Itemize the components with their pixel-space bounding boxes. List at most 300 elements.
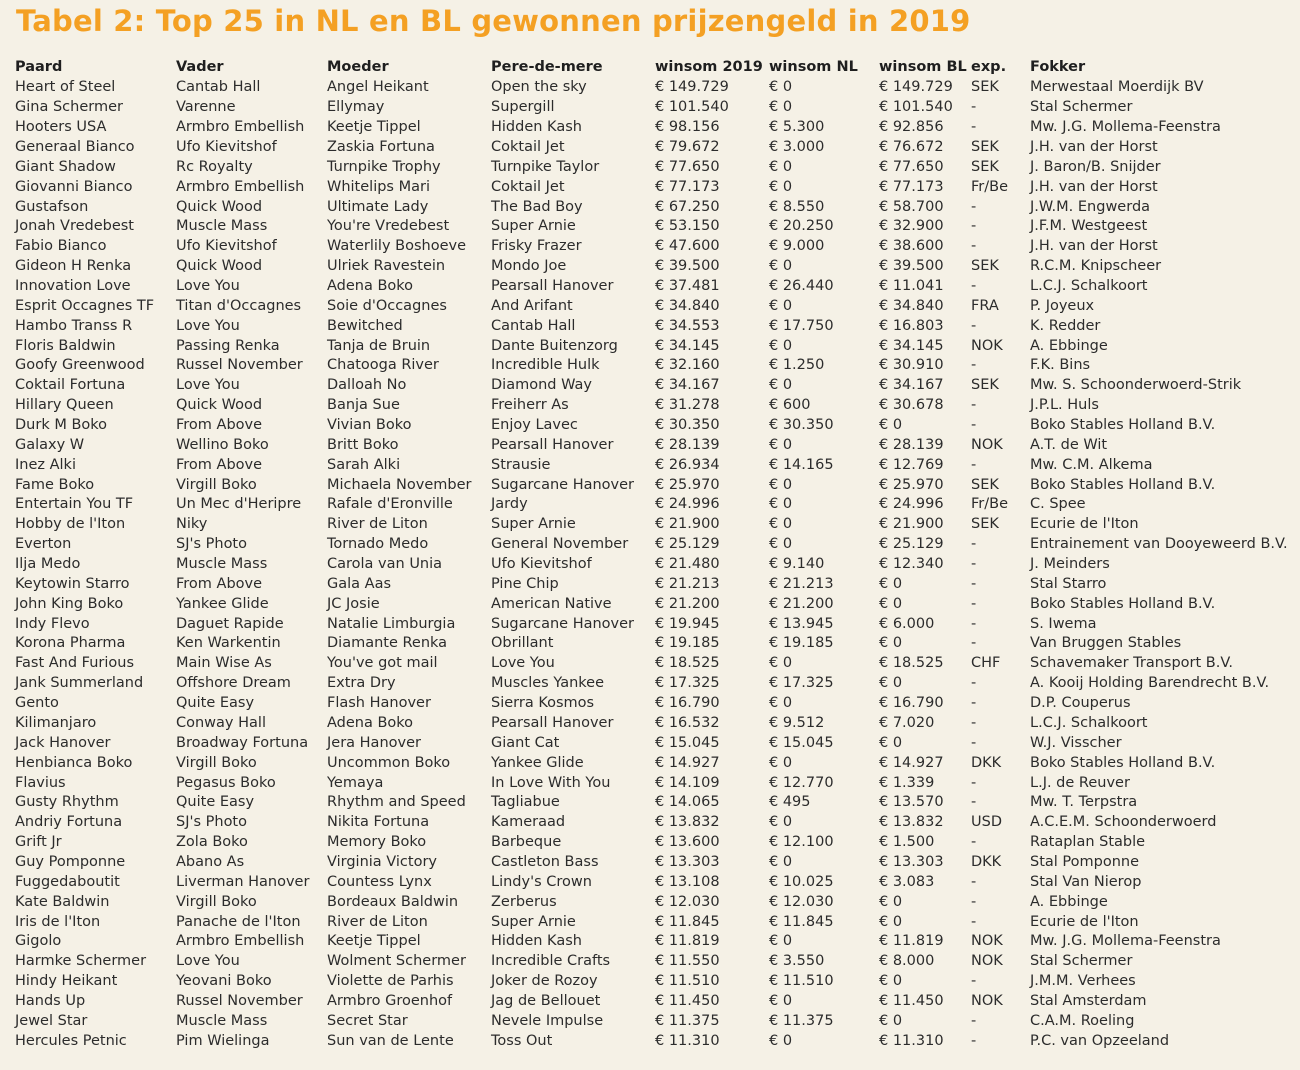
cell-winsom-nl: € 26.440 [769, 278, 834, 295]
table-row [12, 157, 1292, 177]
cell-vader: Panache de l'Iton [176, 913, 301, 930]
cell-pere-de-mere: Pearsall Hanover [491, 278, 614, 295]
cell-fokker: Boko Stables Holland B.V. [1030, 754, 1216, 771]
cell-paard: Generaal Bianco [15, 139, 135, 155]
cell-moeder: Angel Heikant [327, 79, 429, 96]
table-row [12, 435, 1292, 455]
cell-winsom-bl: € 0 [879, 635, 903, 652]
cell-exp: - [971, 774, 977, 791]
cell-fokker: Ecurie de l'Iton [1030, 913, 1139, 930]
cell-moeder: Secret Star [327, 1012, 408, 1029]
cell-winsom-2019: € 17.325 [655, 675, 720, 692]
cell-exp: - [971, 873, 977, 890]
cell-fokker: W.J. Visscher [1030, 734, 1122, 751]
cell-fokker: Rataplan Stable [1030, 834, 1146, 851]
cell-winsom-nl: € 9.000 [769, 238, 825, 255]
cell-fokker: A.C.E.M. Schoonderwoerd [1030, 814, 1217, 831]
table-row [12, 992, 1292, 1012]
cell-pere-de-mere: Jag de Bellouet [491, 992, 601, 1009]
cell-pere-de-mere: Super Arnie [491, 913, 576, 930]
cell-moeder: Virginia Victory [327, 853, 437, 870]
cell-paard: Heart of Steel [15, 79, 116, 96]
cell-exp: - [971, 635, 977, 652]
cell-paard: Gina Schermer [15, 99, 123, 116]
cell-pere-de-mere: Hidden Kash [491, 933, 582, 950]
cell-winsom-2019: € 149.729 [655, 79, 729, 96]
cell-winsom-bl: € 92.856 [879, 119, 944, 136]
cell-exp: Fr/Be [971, 178, 1009, 195]
cell-vader: Conway Hall [176, 714, 266, 731]
cell-moeder: Dalloah No [327, 377, 407, 394]
cell-exp: - [971, 913, 977, 930]
cell-winsom-nl: € 9.512 [769, 714, 825, 731]
cell-vader: Virgill Boko [176, 754, 257, 771]
cell-vader: Rc Royalty [176, 158, 253, 175]
cell-pere-de-mere: Obrillant [491, 635, 554, 652]
cell-paard: Hambo Transs R [15, 317, 133, 334]
cell-paard: Gento [15, 695, 59, 712]
cell-vader: Liverman Hanover [176, 873, 310, 890]
cell-pere-de-mere: Diamond Way [491, 377, 592, 394]
cell-paard: Entertain You TF [15, 496, 134, 513]
cell-paard: Guy Pomponne [15, 853, 126, 870]
cell-pere-de-mere: Nevele Impulse [491, 1012, 604, 1029]
cell-winsom-2019: € 34.840 [655, 297, 720, 314]
cell-winsom-nl: € 0 [769, 814, 793, 831]
cell-pere-de-mere: Freiherr As [491, 397, 569, 414]
cell-vader: Abano As [176, 853, 245, 870]
cell-fokker: Stal Starro [1030, 575, 1107, 592]
cell-winsom-bl: € 13.832 [879, 814, 944, 831]
cell-exp: SEK [971, 79, 999, 96]
cell-pere-de-mere: Muscles Yankee [491, 675, 604, 692]
cell-vader: Ken Warkentin [176, 635, 281, 652]
table-row [12, 793, 1292, 813]
cell-vader: Yankee Glide [176, 595, 269, 612]
cell-winsom-nl: € 8.550 [769, 198, 825, 215]
cell-winsom-bl: € 8.000 [879, 953, 935, 970]
cell-winsom-bl: € 38.600 [879, 238, 944, 255]
cell-winsom-bl: € 1.500 [879, 834, 935, 851]
cell-exp: SEK [971, 258, 999, 275]
table-row [12, 98, 1292, 118]
cell-vader: Armbro Embellish [176, 933, 305, 950]
cell-pere-de-mere: Yankee Glide [491, 754, 584, 771]
cell-winsom-bl: € 0 [879, 973, 903, 990]
cell-winsom-2019: € 16.532 [655, 714, 720, 731]
cell-pere-de-mere: Coktail Jet [491, 139, 565, 155]
cell-paard: Andriy Fortuna [15, 814, 123, 831]
cell-exp: - [971, 198, 977, 215]
cell-winsom-2019: € 47.600 [655, 238, 720, 255]
table-row [12, 336, 1292, 356]
cell-winsom-nl: € 0 [769, 695, 793, 712]
table-row [12, 1011, 1292, 1031]
table-header-row [12, 56, 1292, 78]
cell-exp: DKK [971, 853, 1002, 870]
table-row [12, 515, 1292, 535]
cell-paard: Kilimanjaro [15, 714, 97, 731]
cell-paard: Innovation Love [15, 278, 131, 295]
table-row [12, 316, 1292, 336]
cell-paard: Hooters USA [15, 119, 107, 136]
cell-winsom-bl: € 0 [879, 595, 903, 612]
table-row [12, 118, 1292, 138]
table-row [12, 654, 1292, 674]
cell-moeder: Soie d'Occagnes [327, 297, 447, 314]
cell-fokker: J. Meinders [1030, 556, 1110, 573]
table-row [12, 356, 1292, 376]
cell-winsom-2019: € 21.213 [655, 575, 720, 592]
cell-paard: Indy Flevo [15, 615, 90, 632]
cell-winsom-nl: € 0 [769, 655, 793, 672]
table-row [12, 694, 1292, 714]
cell-winsom-2019: € 19.185 [655, 635, 720, 652]
column-header-fokker: Fokker [1030, 59, 1086, 75]
cell-winsom-bl: € 0 [879, 1012, 903, 1029]
cell-winsom-2019: € 53.150 [655, 218, 720, 235]
cell-exp: - [971, 595, 977, 612]
cell-winsom-bl: € 34.840 [879, 297, 944, 314]
cell-vader: Pim Wielinga [176, 1032, 270, 1049]
column-header-exp: exp. [971, 59, 1007, 75]
cell-exp: - [971, 675, 977, 692]
cell-vader: Russel November [176, 357, 303, 374]
cell-vader: Virgill Boko [176, 893, 257, 910]
cell-paard: Jewel Star [15, 1012, 88, 1029]
cell-winsom-bl: € 58.700 [879, 198, 944, 215]
cell-winsom-2019: € 19.945 [655, 615, 720, 632]
cell-winsom-nl: € 0 [769, 178, 793, 195]
cell-vader: Yeovani Boko [176, 973, 272, 990]
cell-winsom-bl: € 12.769 [879, 456, 944, 473]
cell-winsom-bl: € 16.803 [879, 317, 944, 334]
cell-moeder: Natalie Limburgia [327, 615, 456, 632]
cell-fokker: Mw. C.M. Alkema [1030, 456, 1153, 473]
cell-moeder: Adena Boko [327, 278, 414, 295]
table-row [12, 495, 1292, 515]
cell-winsom-2019: € 101.540 [655, 99, 729, 116]
table-row [12, 296, 1292, 316]
cell-winsom-nl: € 0 [769, 516, 793, 533]
cell-winsom-bl: € 11.041 [879, 278, 944, 295]
cell-fokker: J.P.L. Huls [1030, 397, 1099, 414]
cell-exp: - [971, 536, 977, 553]
cell-paard: Fuggedaboutit [15, 873, 120, 890]
cell-moeder: Waterlily Boshoeve [327, 238, 466, 255]
cell-winsom-nl: € 21.213 [769, 575, 834, 592]
cell-paard: Hillary Queen [15, 397, 114, 414]
cell-exp: NOK [971, 337, 1003, 354]
cell-winsom-bl: € 77.650 [879, 158, 944, 175]
table-row [12, 892, 1292, 912]
cell-winsom-nl: € 13.945 [769, 615, 834, 632]
cell-winsom-2019: € 12.030 [655, 893, 720, 910]
table-row [12, 396, 1292, 416]
cell-winsom-bl: € 0 [879, 575, 903, 592]
cell-winsom-2019: € 32.160 [655, 357, 720, 374]
cell-pere-de-mere: Incredible Hulk [491, 357, 600, 374]
cell-winsom-nl: € 21.200 [769, 595, 834, 612]
cell-winsom-2019: € 21.200 [655, 595, 720, 612]
cell-winsom-nl: € 0 [769, 933, 793, 950]
table-row [12, 912, 1292, 932]
cell-fokker: D.P. Couperus [1030, 695, 1131, 712]
cell-winsom-nl: € 0 [769, 476, 793, 493]
cell-winsom-nl: € 0 [769, 99, 793, 116]
column-header-winsom-bl: winsom BL [879, 59, 967, 75]
cell-fokker: L.J. de Reuver [1030, 774, 1130, 791]
cell-exp: DKK [971, 754, 1002, 771]
cell-fokker: L.C.J. Schalkoort [1030, 714, 1148, 731]
cell-winsom-2019: € 39.500 [655, 258, 720, 275]
cell-winsom-bl: € 11.310 [879, 1032, 944, 1049]
cell-fokker: Entrainement van Dooyeweerd B.V. [1030, 536, 1288, 553]
cell-winsom-nl: € 0 [769, 754, 793, 771]
cell-moeder: Ulriek Ravestein [327, 258, 446, 275]
cell-pere-de-mere: Barbeque [491, 834, 562, 851]
cell-winsom-2019: € 14.927 [655, 754, 720, 771]
cell-winsom-nl: € 3.000 [769, 139, 825, 155]
cell-fokker: Stal Schermer [1030, 953, 1133, 970]
cell-winsom-2019: € 13.600 [655, 834, 720, 851]
cell-pere-de-mere: Castleton Bass [491, 853, 599, 870]
table-row [12, 197, 1292, 217]
cell-exp: Fr/Be [971, 496, 1009, 513]
cell-winsom-nl: € 0 [769, 992, 793, 1009]
cell-winsom-bl: € 25.970 [879, 476, 944, 493]
cell-winsom-bl: € 32.900 [879, 218, 944, 235]
cell-winsom-2019: € 24.996 [655, 496, 720, 513]
cell-exp: NOK [971, 992, 1003, 1009]
cell-fokker: A. Ebbinge [1030, 893, 1108, 910]
cell-exp: SEK [971, 139, 999, 155]
cell-pere-de-mere: Incredible Crafts [491, 953, 611, 970]
cell-paard: Henbianca Boko [15, 754, 133, 771]
cell-moeder: Uncommon Boko [327, 754, 451, 771]
cell-winsom-nl: € 0 [769, 436, 793, 453]
cell-winsom-2019: € 13.303 [655, 853, 720, 870]
cell-winsom-bl: € 39.500 [879, 258, 944, 275]
cell-pere-de-mere: Jardy [491, 496, 528, 513]
cell-moeder: Jera Hanover [327, 734, 421, 751]
cell-winsom-nl: € 12.770 [769, 774, 834, 791]
cell-exp: - [971, 714, 977, 731]
cell-winsom-bl: € 28.139 [879, 436, 944, 453]
cell-fokker: J.M.M. Verhees [1030, 973, 1136, 990]
cell-exp: - [971, 417, 977, 434]
cell-paard: Keytowin Starro [15, 575, 130, 592]
cell-exp: - [971, 893, 977, 910]
cell-paard: John King Boko [15, 595, 124, 612]
cell-paard: Hercules Petnic [15, 1032, 127, 1049]
cell-moeder: Countess Lynx [327, 873, 432, 890]
cell-moeder: JC Josie [327, 595, 380, 612]
cell-vader: Russel November [176, 992, 303, 1009]
cell-fokker: Van Bruggen Stables [1030, 635, 1182, 652]
cell-fokker: Stal Amsterdam [1030, 992, 1147, 1009]
table-row [12, 376, 1292, 396]
cell-vader: Ufo Kievitshof [176, 139, 277, 155]
column-header-paard: Paard [15, 59, 63, 75]
cell-moeder: Sun van de Lente [327, 1032, 454, 1049]
cell-paard: Hobby de l'Iton [15, 516, 126, 533]
cell-winsom-bl: € 24.996 [879, 496, 944, 513]
cell-fokker: Merwestaal Moerdijk BV [1030, 79, 1204, 96]
column-header-winsom-2019: winsom 2019 [655, 59, 763, 75]
cell-exp: SEK [971, 377, 999, 394]
cell-fokker: J.H. van der Horst [1030, 238, 1158, 255]
cell-pere-de-mere: Super Arnie [491, 516, 576, 533]
cell-paard: Gusty Rhythm [15, 794, 119, 811]
table-row [12, 78, 1292, 98]
cell-paard: Fame Boko [15, 476, 95, 493]
cell-pere-de-mere: Frisky Frazer [491, 238, 582, 255]
cell-exp: NOK [971, 953, 1003, 970]
cell-winsom-2019: € 11.375 [655, 1012, 720, 1029]
cell-exp: - [971, 357, 977, 374]
cell-exp: - [971, 575, 977, 592]
cell-winsom-nl: € 10.025 [769, 873, 834, 890]
table-row [12, 555, 1292, 575]
cell-moeder: Rhythm and Speed [327, 794, 466, 811]
cell-winsom-bl: € 77.173 [879, 178, 944, 195]
cell-moeder: Ultimate Lady [327, 198, 429, 215]
cell-fokker: Stal Van Nierop [1030, 873, 1142, 890]
table-row [12, 455, 1292, 475]
cell-vader: Muscle Mass [176, 556, 268, 573]
cell-pere-de-mere: Joker de Rozoy [491, 973, 598, 990]
cell-moeder: Bordeaux Baldwin [327, 893, 459, 910]
cell-fokker: Stal Pomponne [1030, 853, 1140, 870]
cell-moeder: Michaela November [327, 476, 472, 493]
table-row [12, 972, 1292, 992]
cell-winsom-2019: € 21.900 [655, 516, 720, 533]
cell-moeder: Ellymay [327, 99, 385, 116]
cell-paard: Korona Pharma [15, 635, 126, 652]
cell-fokker: Ecurie de l'Iton [1030, 516, 1139, 533]
cell-paard: Floris Baldwin [15, 337, 116, 354]
cell-winsom-bl: € 76.672 [879, 139, 944, 155]
cell-vader: Cantab Hall [176, 79, 261, 96]
cell-winsom-2019: € 18.525 [655, 655, 720, 672]
cell-winsom-2019: € 34.145 [655, 337, 720, 354]
page-title: Tabel 2: Top 25 in NL en BL gewonnen prijzengeld in 2019 [16, 4, 971, 38]
cell-exp: - [971, 397, 977, 414]
cell-winsom-nl: € 17.325 [769, 675, 834, 692]
cell-vader: Quick Wood [176, 198, 263, 215]
cell-pere-de-mere: Zerberus [491, 893, 557, 910]
cell-fokker: Mw. S. Schoonderwoerd-Strik [1030, 377, 1242, 394]
cell-fokker: L.C.J. Schalkoort [1030, 278, 1148, 295]
cell-winsom-2019: € 31.278 [655, 397, 720, 414]
cell-fokker: P.C. van Opzeeland [1030, 1032, 1170, 1049]
cell-winsom-2019: € 14.109 [655, 774, 720, 791]
cell-paard: Fabio Bianco [15, 238, 107, 255]
cell-fokker: C. Spee [1030, 496, 1086, 513]
cell-exp: - [971, 456, 977, 473]
cell-paard: Jack Hanover [15, 734, 111, 751]
cell-winsom-bl: € 0 [879, 675, 903, 692]
cell-pere-de-mere: Open the sky [491, 79, 587, 96]
cell-pere-de-mere: Super Arnie [491, 218, 576, 235]
cell-vader: Pegasus Boko [176, 774, 276, 791]
cell-vader: Love You [176, 317, 240, 334]
cell-winsom-nl: € 0 [769, 496, 793, 513]
cell-vader: Muscle Mass [176, 218, 268, 235]
cell-vader: Muscle Mass [176, 1012, 268, 1029]
table-row [12, 753, 1292, 773]
cell-winsom-nl: € 11.510 [769, 973, 834, 990]
cell-winsom-bl: € 13.303 [879, 853, 944, 870]
cell-vader: From Above [176, 456, 263, 473]
cell-exp: NOK [971, 436, 1003, 453]
cell-vader: Love You [176, 953, 240, 970]
cell-winsom-2019: € 34.553 [655, 317, 720, 334]
cell-pere-de-mere: Ufo Kievitshof [491, 556, 592, 573]
cell-winsom-nl: € 0 [769, 337, 793, 354]
cell-moeder: Wolment Schermer [327, 953, 466, 970]
cell-vader: Armbro Embellish [176, 178, 305, 195]
cell-moeder: Chatooga River [327, 357, 439, 374]
cell-winsom-2019: € 98.156 [655, 119, 720, 136]
cell-vader: Passing Renka [176, 337, 280, 354]
cell-winsom-bl: € 3.083 [879, 873, 935, 890]
cell-winsom-nl: € 5.300 [769, 119, 825, 136]
cell-winsom-bl: € 0 [879, 893, 903, 910]
cell-winsom-2019: € 11.450 [655, 992, 720, 1009]
cell-winsom-nl: € 19.185 [769, 635, 834, 652]
cell-paard: Iris de l'Iton [15, 913, 101, 930]
cell-vader: Virgill Boko [176, 476, 257, 493]
cell-pere-de-mere: Dante Buitenzorg [491, 337, 618, 354]
cell-paard: Flavius [15, 774, 66, 791]
cell-fokker: R.C.M. Knipscheer [1030, 258, 1162, 275]
cell-moeder: You're Vredebest [327, 218, 450, 235]
cell-vader: Armbro Embellish [176, 119, 305, 136]
cell-moeder: River de Liton [327, 913, 428, 930]
cell-vader: Titan d'Occagnes [176, 297, 302, 314]
cell-winsom-2019: € 79.672 [655, 139, 720, 155]
cell-winsom-bl: € 16.790 [879, 695, 944, 712]
cell-vader: Wellino Boko [176, 436, 269, 453]
cell-paard: Gigolo [15, 933, 62, 950]
cell-pere-de-mere: Pine Chip [491, 575, 559, 592]
cell-moeder: Carola van Unia [327, 556, 443, 573]
cell-moeder: Adena Boko [327, 714, 414, 731]
cell-exp: SEK [971, 158, 999, 175]
cell-moeder: You've got mail [327, 655, 438, 672]
cell-moeder: Diamante Renka [327, 635, 448, 652]
cell-paard: Durk M Boko [15, 417, 108, 434]
cell-pere-de-mere: Love You [491, 655, 555, 672]
cell-moeder: Violette de Parhis [327, 973, 454, 990]
cell-exp: USD [971, 814, 1002, 831]
cell-pere-de-mere: Supergill [491, 99, 555, 116]
cell-moeder: Memory Boko [327, 834, 427, 851]
cell-pere-de-mere: Coktail Jet [491, 178, 565, 195]
cell-moeder: Yemaya [327, 774, 384, 791]
cell-winsom-2019: € 28.139 [655, 436, 720, 453]
cell-moeder: Flash Hanover [327, 695, 431, 712]
cell-winsom-bl: € 11.819 [879, 933, 944, 950]
cell-exp: - [971, 1012, 977, 1029]
cell-winsom-nl: € 9.140 [769, 556, 825, 573]
column-header-vader: Vader [176, 59, 224, 75]
cell-winsom-2019: € 11.550 [655, 953, 720, 970]
cell-paard: Esprit Occagnes TF [15, 297, 155, 314]
cell-exp: - [971, 834, 977, 851]
